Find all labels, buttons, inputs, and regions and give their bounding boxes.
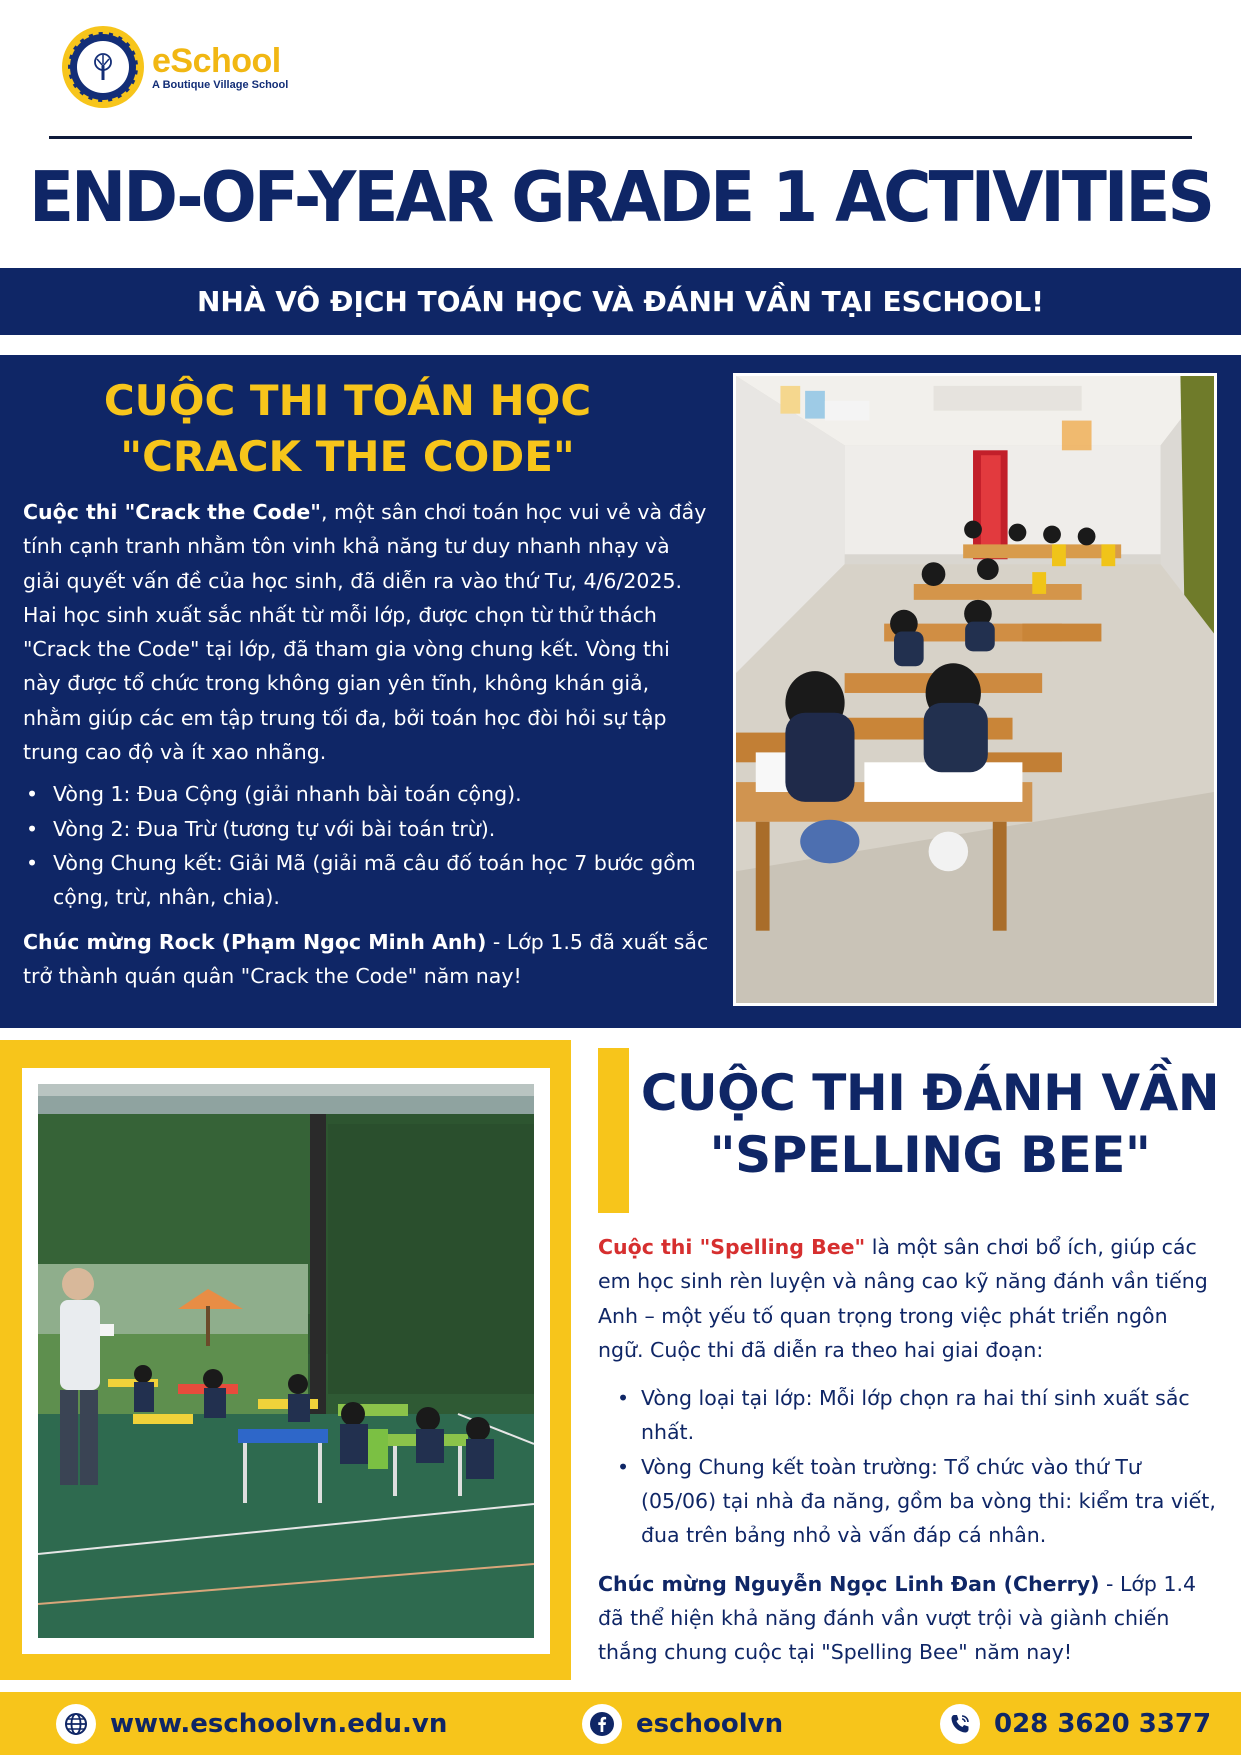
spelling-photo-frame bbox=[0, 1040, 571, 1680]
spelling-bee-photo bbox=[22, 1068, 550, 1654]
math-intro bbox=[23, 495, 713, 769]
spelling-bee-title bbox=[640, 1062, 1220, 1186]
spelling-winner: Chúc mừng Nguyễn Ngọc Linh Đan (Cherry) bbox=[598, 1571, 1100, 1596]
footer-facebook[interactable] bbox=[582, 1702, 783, 1746]
facebook-icon bbox=[582, 1704, 622, 1744]
spelling-intro-text: là một sân chơi bổ ích, giúp các em học sinh rèn luyện và nâng cao kỹ năng đánh vần tiếng Anh – một yếu tố quan trọng trong việc phát triển ngôn ngữ. Cuộc thi đã diễn ra theo hai giai đoạn: bbox=[598, 1235, 1208, 1362]
logo-seal-icon bbox=[62, 26, 144, 108]
phone-number[interactable]: 028 3620 3377 bbox=[994, 1709, 1212, 1739]
list-item: • Vòng Chung kết toàn trường: Tổ chức vào thứ Tư (05/06) tại nhà đa năng, gồm ba vòng thi: kiểm tra viết, đua trên bảng nhỏ và vấn đáp cá nhân. bbox=[641, 1450, 1218, 1553]
footer-website[interactable] bbox=[56, 1702, 447, 1746]
school-logo bbox=[62, 26, 288, 108]
tree-icon bbox=[86, 50, 120, 84]
math-congrats bbox=[23, 925, 713, 994]
globe-icon bbox=[56, 1704, 96, 1744]
page-title: END-OF-YEAR GRADE 1 ACTIVITIES bbox=[28, 157, 1213, 238]
list-item: • Vòng loại tại lớp: Mỗi lớp chọn ra hai thí sinh xuất sắc nhất. bbox=[641, 1381, 1218, 1450]
list-item: • Vòng 1: Đua Cộng (giải nhanh bài toán cộng). bbox=[53, 777, 713, 811]
list-item: • Vòng Chung kết: Giải Mã (giải mã câu đố toán học 7 bước gồm cộng, trừ, nhân, chia). bbox=[53, 846, 713, 915]
math-winner: Chúc mừng Rock (Phạm Ngọc Minh Anh) bbox=[23, 929, 487, 954]
spelling-intro bbox=[598, 1230, 1218, 1367]
footer bbox=[0, 1692, 1241, 1755]
math-title-line1: CUỘC THI TOÁN HỌC bbox=[103, 376, 592, 425]
math-intro-text: , một sân chơi toán học vui vẻ và đầy tính cạnh tranh nhằm tôn vinh khả năng tư duy nhanh nhạy và giải quyết vấn đề của học sinh, đã diễn ra vào thứ Tư, 4/6/2025. Hai học sinh xuất sắc nhất từ mỗi lớp, được chọn từ thử thách "Crack the Code" tại lớp, đã tham gia vòng chung kết. Vòng thi này được tổ chức trong không gian yên tĩnh, không khán giả, nhằm giúp các em tập trung tối đa, bởi toán học đòi hỏi sự tập trung cao độ và ít xao nhãng. bbox=[23, 500, 707, 765]
spelling-title-line2: "SPELLING BEE" bbox=[709, 1126, 1151, 1184]
spelling-stages-list bbox=[641, 1381, 1218, 1552]
phone-icon bbox=[940, 1704, 980, 1744]
math-contest-section bbox=[0, 355, 1241, 1028]
math-contest-body bbox=[23, 495, 713, 1001]
subtitle-text: NHÀ VÔ ĐỊCH TOÁN HỌC VÀ ĐÁNH VẦN TẠI ESCHOOL! bbox=[196, 285, 1045, 318]
header-divider bbox=[49, 136, 1192, 139]
math-contest-photo bbox=[733, 373, 1217, 1006]
subtitle-banner bbox=[0, 268, 1241, 335]
spelling-intro-bold: Cuộc thi "Spelling Bee" bbox=[598, 1235, 866, 1259]
spelling-congrats-text: - Lớp 1.4 đã thể hiện khả năng đánh vần vượt trội và giành chiến thắng chung cuộc tại "Spelling Bee" năm nay! bbox=[598, 1571, 1197, 1665]
list-item: • Vòng 2: Đua Trừ (tương tự với bài toán trừ). bbox=[53, 812, 713, 846]
logo-tagline: A Boutique Village School bbox=[152, 79, 289, 91]
logo-name: eSchool bbox=[152, 42, 281, 80]
spelling-congrats bbox=[598, 1567, 1218, 1670]
website-link[interactable]: www.eschoolvn.edu.vn bbox=[110, 1709, 448, 1739]
math-intro-bold: Cuộc thi "Crack the Code" bbox=[23, 500, 321, 524]
math-title-line2: "CRACK THE CODE" bbox=[120, 432, 575, 481]
spelling-title-line1: CUỘC THI ĐÁNH VẦN bbox=[640, 1064, 1220, 1122]
math-congrats-text: - Lớp 1.5 đã xuất sắc trở thành quán quân "Crack the Code" năm nay! bbox=[23, 929, 709, 988]
facebook-handle[interactable]: eschoolvn bbox=[636, 1709, 784, 1739]
spelling-bee-body bbox=[598, 1230, 1218, 1684]
accent-bar bbox=[598, 1048, 629, 1213]
footer-phone[interactable] bbox=[940, 1702, 1211, 1746]
math-rounds-list bbox=[53, 777, 713, 914]
math-contest-title bbox=[20, 373, 675, 485]
